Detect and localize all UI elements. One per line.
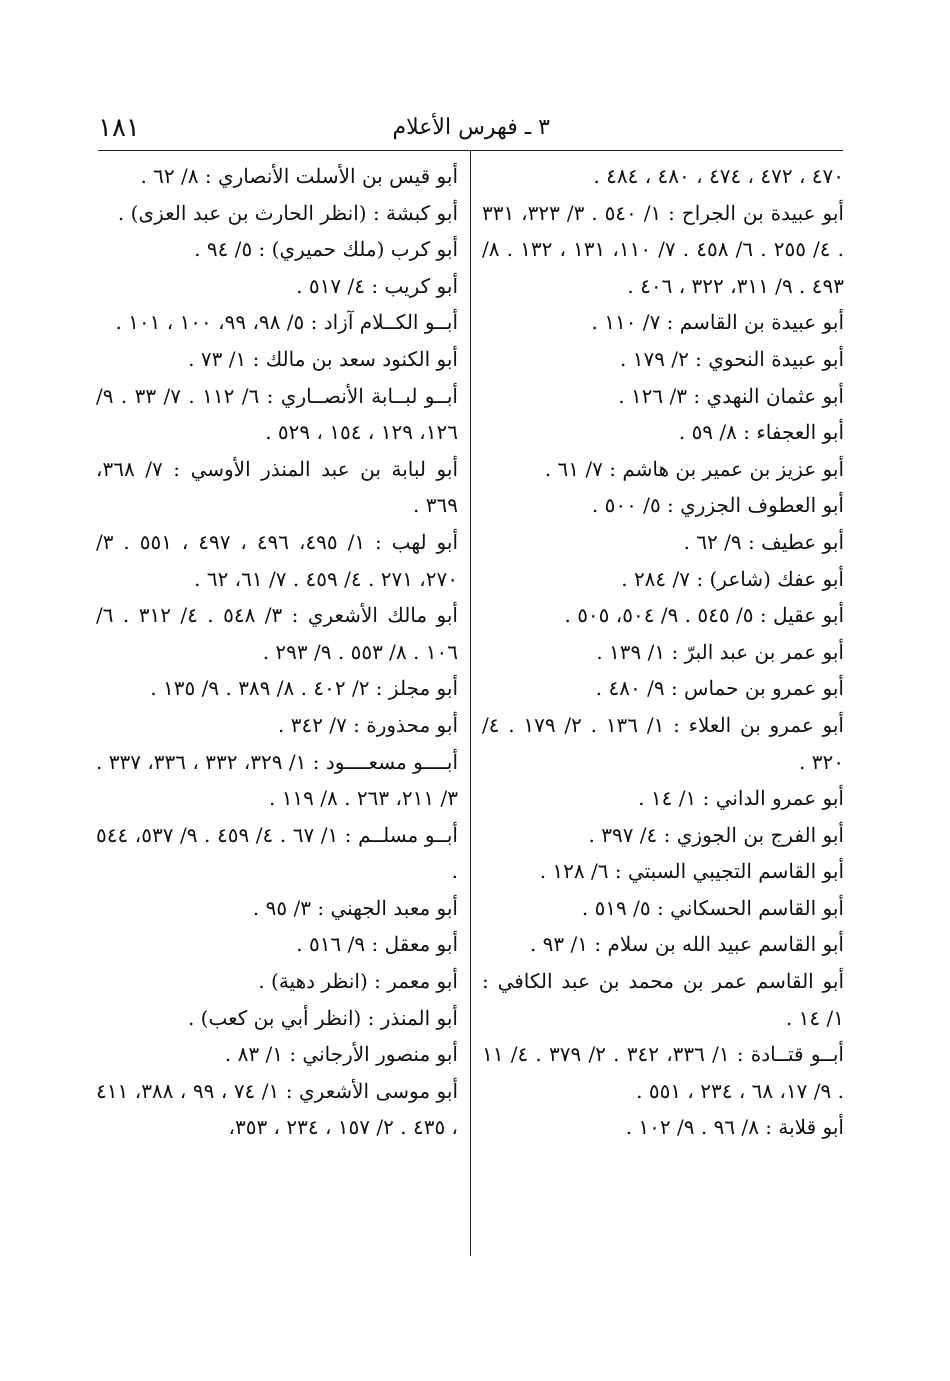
index-column-left xyxy=(96,158,458,1146)
index-entry xyxy=(482,524,844,561)
index-entry-text: أبو عبيدة بن القاسم : ٧/ ١١٠ . xyxy=(591,310,844,335)
index-entry-text: ٤٧٠ ، ٤٧٢ ، ٤٧٤ ، ٤٨٠ ، ٤٨٤ . xyxy=(593,164,844,188)
index-entry-text: أبو مجلز : ٢/ ٤٠٢ . ٨/ ٣٨٩ . ٩/ ١٣٥ . xyxy=(150,676,458,701)
page-title: ٣ ـ فهرس الأعلام xyxy=(392,115,550,140)
index-entry xyxy=(96,890,458,927)
index-entry xyxy=(482,597,844,634)
index-entry-text: أبو القاسم عبيد الله بن سلام : ١/ ٩٣ . xyxy=(529,932,844,957)
index-entry-text: أبو القاسم عمر بن محمد بن عبد الكافي : ١/ ١٤ . xyxy=(482,969,844,1030)
index-entry xyxy=(482,1036,844,1109)
index-entry-text: أبو العطوف الجزري : ٥/ ٥٠٠ . xyxy=(591,493,844,518)
index-entry-text: أبو منصور الأرجاني : ١/ ٨٣ . xyxy=(224,1042,458,1067)
index-entry xyxy=(482,487,844,524)
index-entry xyxy=(96,597,458,670)
index-entry xyxy=(96,1000,458,1037)
index-entry-text: أبو القاسم الحسكاني : ٥/ ٥١٩ . xyxy=(581,895,844,920)
index-entry-text: أبو عمر بن عبد البرّ : ١/ ١٣٩ . xyxy=(596,639,844,664)
index-entry xyxy=(482,707,844,780)
index-entry xyxy=(96,268,458,305)
index-entry xyxy=(482,414,844,451)
index-entry xyxy=(96,158,458,195)
index-entry xyxy=(96,341,458,378)
index-entry xyxy=(482,853,844,890)
index-entry-text: أبــــو مسعــــود : ١/ ٣٢٩، ٣٣٢ ، ٣٣٦، ٣٣٧ . ٣/ ٢١١، ٢٦٣ . ٨/ ١١٩ . xyxy=(96,749,459,811)
index-entry xyxy=(96,304,458,341)
index-entry-text: أبو المنذر : (انظر أبي بن كعب) . xyxy=(187,1005,458,1030)
index-entry-text: أبو كريب : ٤/ ٥١٧ . xyxy=(296,273,458,298)
index-column-right xyxy=(482,158,844,1146)
index-entry xyxy=(96,231,458,268)
index-entry xyxy=(482,378,844,415)
index-entry xyxy=(96,817,458,890)
index-entry xyxy=(96,707,458,744)
index-entry xyxy=(96,451,458,524)
index-entry xyxy=(482,451,844,488)
index-entry-text: أبو عمرو بن العلاء : ١/ ١٣٦ . ٢/ ١٧٩ . ٤/ ٣٢٠ . xyxy=(482,712,844,774)
index-entry-text: أبو محذورة : ٧/ ٣٤٢ . xyxy=(278,712,458,737)
index-entry-text: أبــو مسلــم : ١/ ٦٧ . ٤/ ٤٥٩ . ٩/ ٥٣٧، ٥٤٤ . xyxy=(96,822,458,884)
index-entry xyxy=(482,780,844,817)
index-entry xyxy=(96,963,458,1000)
index-entry-text: أبو قلابة : ٨/ ٩٦ . ٩/ ١٠٢ . xyxy=(625,1115,844,1140)
index-entry-text: أبو العجفاء : ٨/ ٥٩ . xyxy=(678,420,844,445)
index-entry-text: أبــو قتــادة : ١/ ٣٣٦، ٣٤٢ . ٢/ ٣٧٩ . ٤/ ١١ . ٩/ ١٧، ٦٨ ، ٢٣٤ ، ٥٥١ . xyxy=(482,1042,844,1103)
index-entry-text: أبو عثمان النهدي : ٣/ ١٢٦ . xyxy=(618,383,844,408)
index-entry xyxy=(96,670,458,707)
index-entry xyxy=(482,158,844,195)
index-entry-text: أبو معمر : (انظر دهية) . xyxy=(258,969,458,994)
index-entry-text: أبو عفك (شاعر) : ٧/ ٢٨٤ . xyxy=(621,566,844,591)
index-entry-text: أبو كبشة : (انظر الحارث بن عبد العزى) . xyxy=(117,200,458,225)
index-entry xyxy=(482,670,844,707)
index-entry-text: أبو لبابة بن عبد المنذر الأوسي : ٧/ ٣٦٨، ٣٦٩ . xyxy=(96,456,458,518)
index-entry xyxy=(482,304,844,341)
index-entry xyxy=(482,341,844,378)
index-entry-text: أبو عمرو بن حماس : ٩/ ٤٨٠ . xyxy=(595,676,844,701)
index-entry-text: أبو عمرو الداني : ١/ ١٤ . xyxy=(638,786,844,811)
index-entry-text: أبو لهب : ١/ ٤٩٥، ٤٩٦ ، ٤٩٧ ، ٥٥١ . ٣/ ٢٧٠، ٢٧١ . ٤/ ٤٥٩ . ٧/ ٦١، ٦٢ . xyxy=(96,529,459,591)
index-entry xyxy=(96,1073,458,1146)
index-entry-text: أبو الكنود سعد بن مالك : ١/ ٧٣ . xyxy=(188,346,458,371)
index-entry-text: أبو عزيز بن عمير بن هاشم : ٧/ ٦١ . xyxy=(544,456,844,481)
index-entry-text: أبــو لبــابة الأنصــاري : ٦/ ١١٢ . ٧/ ٣٣ . ٩/ ١٢٦، ١٢٩ ، ١٥٤ ، ٥٢٩ . xyxy=(96,383,458,445)
index-entry-text: أبو عقيل : ٥/ ٥٤٥ . ٩/ ٥٠٤، ٥٠٥ . xyxy=(564,603,844,628)
index-entry xyxy=(96,744,458,817)
index-entry xyxy=(96,926,458,963)
index-entry-text: أبو القاسم التجيبي السبتي : ٦/ ١٢٨ . xyxy=(539,859,844,884)
index-entry-text: أبو عطيف : ٩/ ٦٢ . xyxy=(683,529,844,554)
index-entry xyxy=(482,926,844,963)
index-entry xyxy=(96,195,458,232)
index-entry xyxy=(96,378,458,451)
page-number: ١٨١ xyxy=(98,113,140,143)
index-entry-text: أبو كرب (ملك حميري) : ٥/ ٩٤ . xyxy=(194,237,458,262)
index-entry xyxy=(96,524,458,597)
index-entry-text: أبو معبد الجهني : ٣/ ٩٥ . xyxy=(252,895,458,920)
index-entry-text: أبو عبيدة النحوي : ٢/ ١٧٩ . xyxy=(620,346,844,371)
index-entry xyxy=(482,1109,844,1146)
index-entry-text: أبو موسى الأشعري : ١/ ٧٤ ، ٩٩ ، ٣٨٨، ٤١١ ، ٤٣٥ . ٢/ ١٥٧ ، ٢٣٤ ، ٣٥٣، xyxy=(96,1078,459,1140)
index-entry-text: أبو الفرج بن الجوزي : ٤/ ٣٩٧ . xyxy=(588,822,844,847)
index-entry-text: أبــو الكــلام آزاد : ٥/ ٩٨، ٩٩، ١٠٠ ، ١٠١ . xyxy=(115,310,458,335)
index-entry-text: أبو مالك الأشعري : ٣/ ٥٤٨ . ٤/ ٣١٢ . ٦/ ١٠٦ . ٨/ ٥٥٣ . ٩/ ٢٩٣ . xyxy=(96,603,458,664)
index-entry xyxy=(482,817,844,854)
index-entry-text: أبو قيس بن الأسلت الأنصاري : ٨/ ٦٢ . xyxy=(140,164,458,188)
index-entry xyxy=(482,890,844,927)
index-entry-text: أبو معقل : ٩/ ٥١٦ . xyxy=(296,932,458,957)
column-divider xyxy=(470,151,471,1256)
index-entry xyxy=(482,195,844,305)
index-entry xyxy=(482,634,844,671)
index-entry xyxy=(482,963,844,1036)
index-entry-text: أبو عبيدة بن الجراح : ١/ ٥٤٠ . ٣/ ٣٢٣، ٣٣١ . ٤/ ٢٥٥ . ٦/ ٤٥٨ . ٧/ ١١٠، ١٣١ ، ١٣٢ . ٨/ ٤٩٣ . ٩/ ٣١١، ٣٢٢ ، ٤٠٦ . xyxy=(482,200,845,298)
index-entry xyxy=(96,1036,458,1073)
index-entry xyxy=(482,561,844,598)
